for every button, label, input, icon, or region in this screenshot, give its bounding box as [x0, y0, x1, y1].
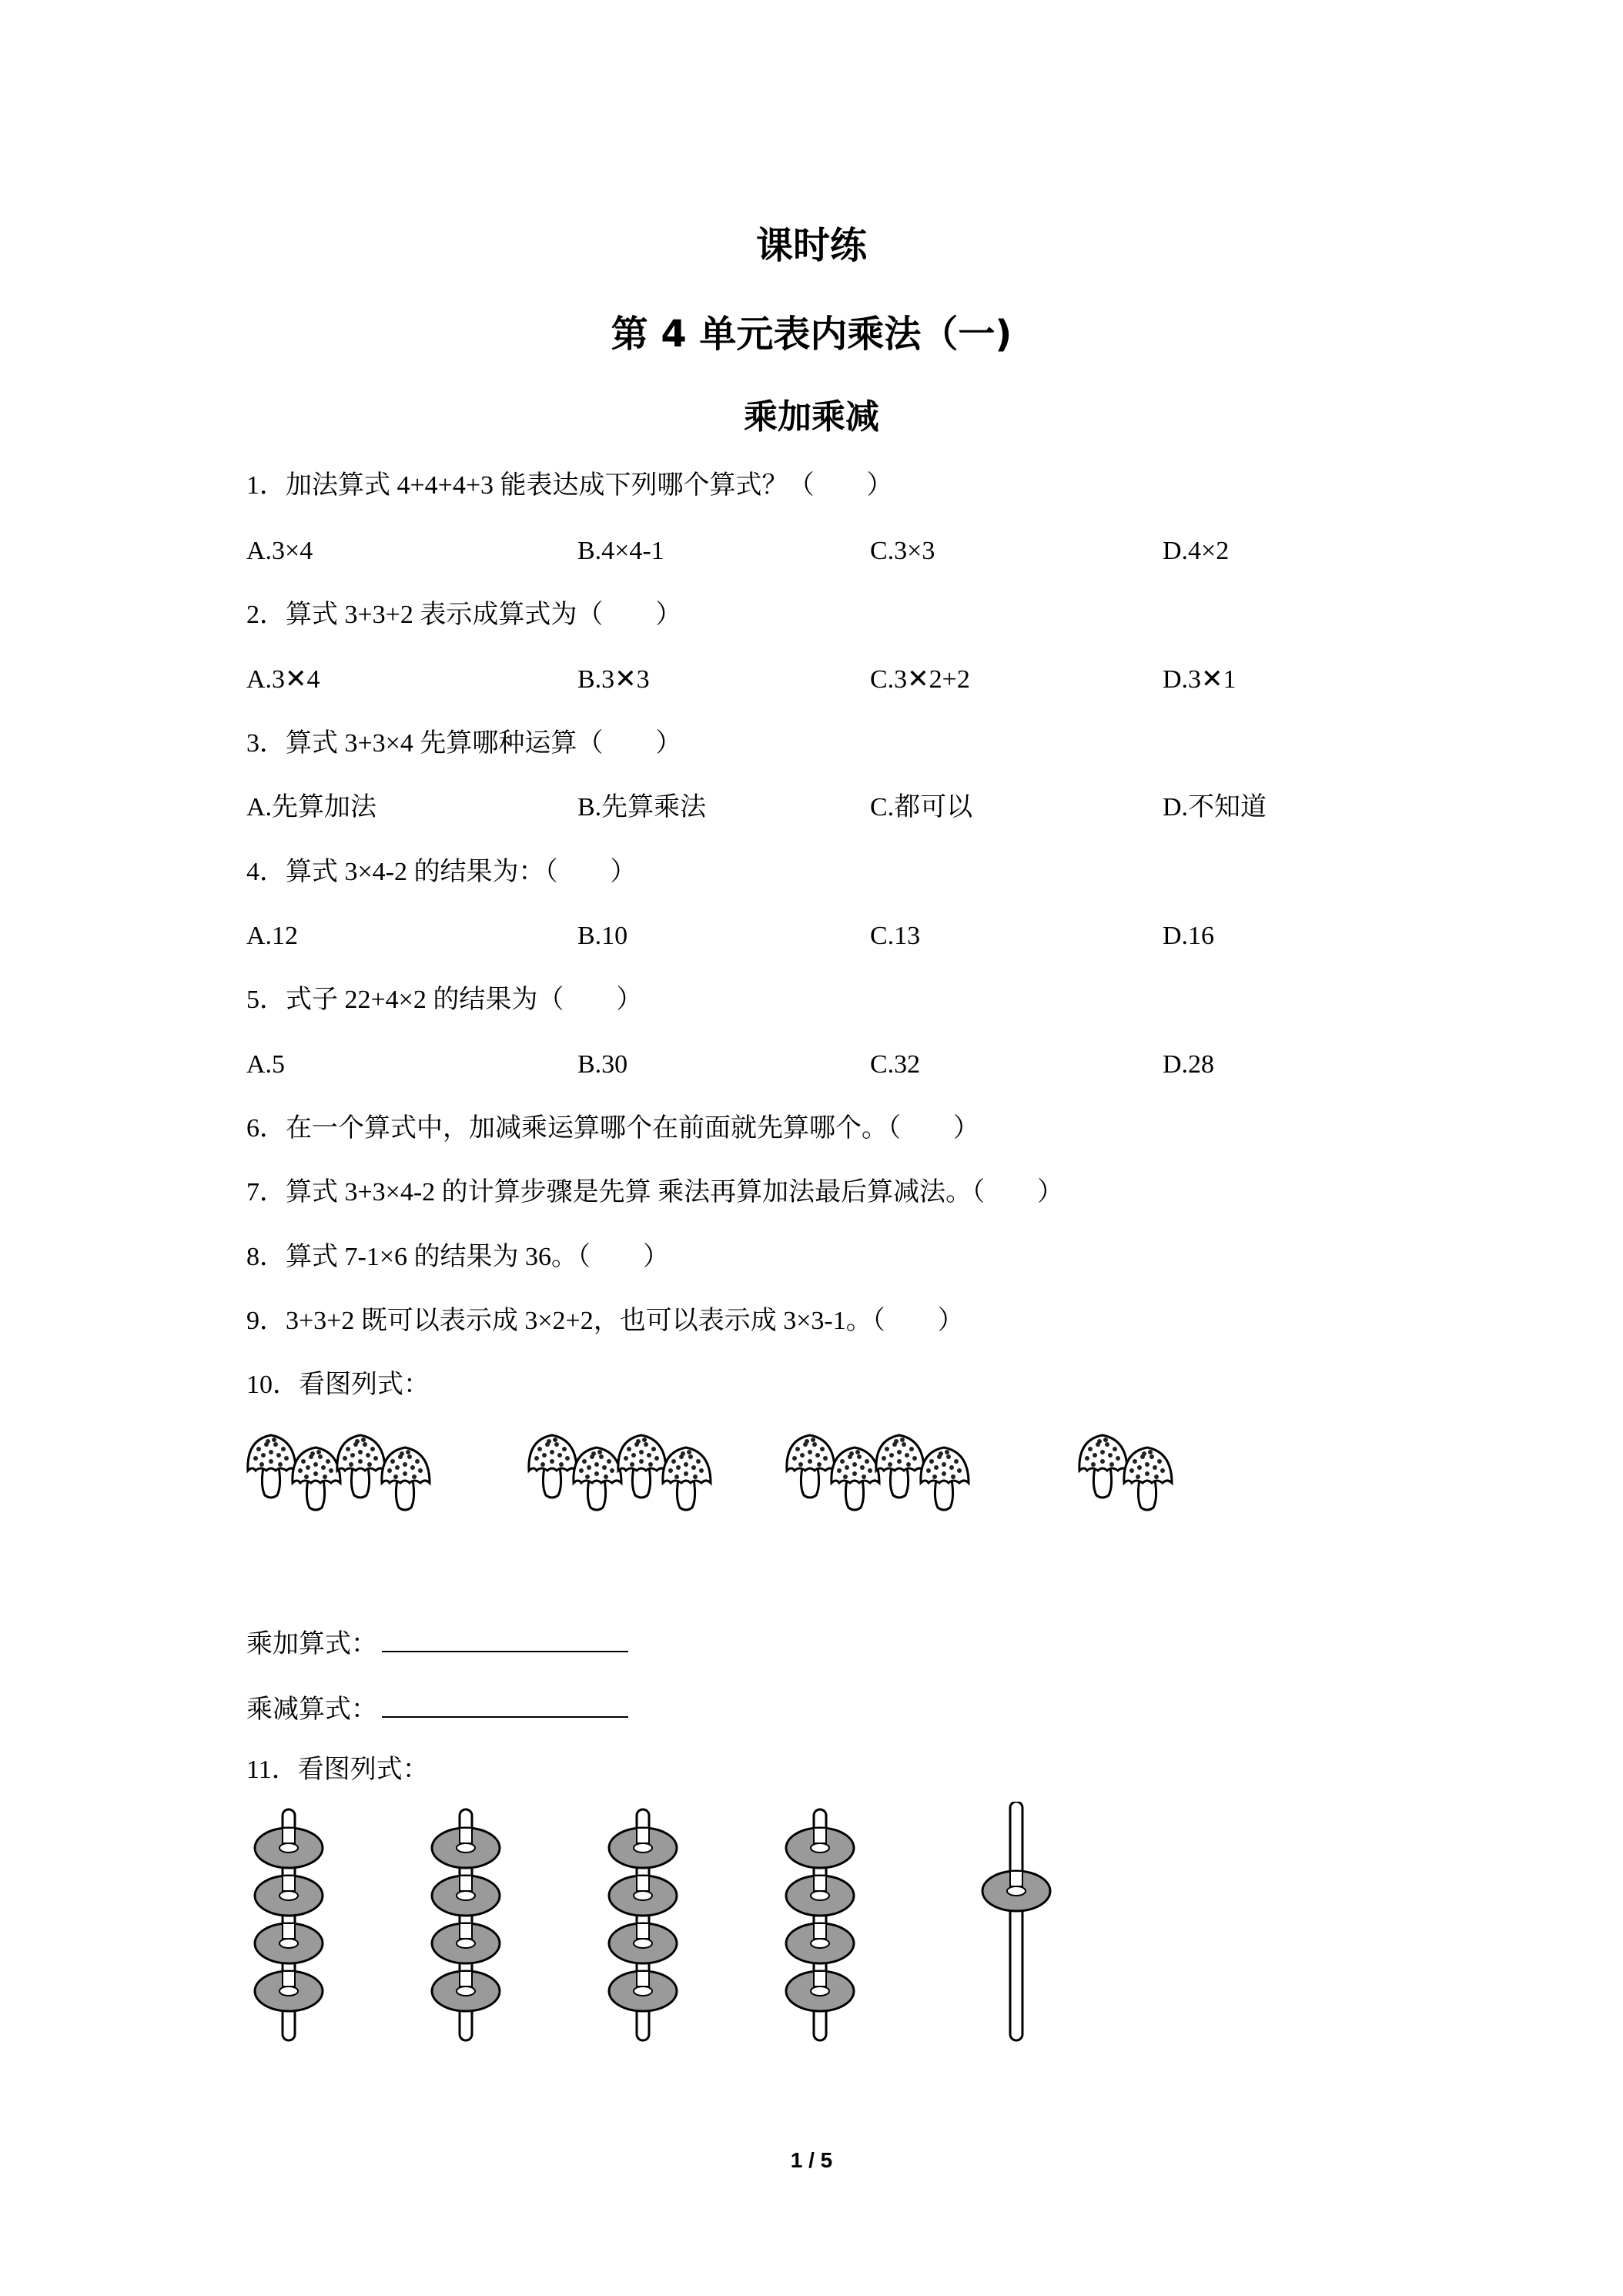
- mushroom-icon: [574, 1448, 621, 1510]
- bead-stick-figure: [239, 1802, 1086, 2056]
- mushroom-group: [787, 1435, 969, 1510]
- bead-stick-icon: [432, 1809, 500, 2040]
- mushroom-icon: [787, 1435, 835, 1498]
- bead-stick-icon: [786, 1809, 854, 2040]
- blank-row-1: [246, 1625, 628, 1661]
- bead-stick-icon: [982, 1802, 1050, 2040]
- bead-stick-icon: [609, 1809, 677, 2040]
- option-a: A.12: [246, 922, 299, 950]
- mushroom-icon: [1079, 1435, 1127, 1498]
- mushroom-icon: [618, 1435, 666, 1498]
- mushroom-icon: [1124, 1448, 1172, 1510]
- blank-row-2: [246, 1690, 628, 1726]
- mushroom-icon: [663, 1448, 711, 1510]
- mushroom-icon: [921, 1448, 969, 1510]
- question-8: 8．算式 7-1×6 的结果为 36。（ ）: [246, 1243, 669, 1271]
- mushroom-figure: [239, 1417, 1270, 1532]
- question-5: 5．式子 22+4×2 的结果为（ ）: [246, 986, 643, 1014]
- option-d: D.4×2: [1163, 537, 1230, 565]
- option-a: A.3×4: [246, 537, 313, 565]
- question-7: 7．算式 3+3×4-2 的计算步骤是先算 乘法再算加法最后算减法。（ ）: [246, 1178, 1064, 1207]
- option-b: B.10: [577, 922, 628, 950]
- option-a: A.先算加法: [246, 793, 377, 822]
- question-9: 9．3+3+2 既可以表示成 3×2+2，也可以表示成 3×3-1。（ ）: [246, 1307, 964, 1335]
- mushroom-icon: [529, 1435, 577, 1498]
- option-c: C.都可以: [870, 793, 973, 822]
- question-11: 11．看图列式：: [246, 1755, 429, 1784]
- blank-label: 乘减算式：: [246, 1695, 377, 1724]
- mushroom-group: [248, 1435, 430, 1510]
- question-4: 4．算式 3×4-2 的结果为：（ ）: [246, 858, 637, 886]
- question-1: 1．加法算式 4+4+4+3 能表达成下列哪个算式？（ ）: [246, 471, 893, 500]
- unit-title: 第 4 单元表内乘法（一): [611, 313, 1012, 356]
- mushroom-group: [1079, 1435, 1172, 1510]
- mushroom-icon: [382, 1448, 430, 1510]
- option-c: C.3✕2+2: [870, 665, 970, 694]
- option-d: D.16: [1163, 922, 1215, 950]
- bead-stick-icon: [255, 1809, 323, 2040]
- option-b: B.30: [577, 1050, 628, 1079]
- answer-blank[interactable]: [382, 1690, 628, 1718]
- lesson-title: 乘加乘减: [744, 397, 879, 437]
- answer-blank[interactable]: [382, 1625, 628, 1652]
- option-c: C.3×3: [870, 537, 935, 565]
- option-a: A.3✕4: [246, 665, 320, 694]
- question-6: 6．在一个算式中，加减乘运算哪个在前面就先算哪个。（ ）: [246, 1114, 979, 1143]
- option-d: D.3✕1: [1163, 665, 1236, 694]
- mushroom-icon: [337, 1435, 385, 1498]
- page-number: 1 / 5: [790, 2148, 833, 2172]
- question-10: 10．看图列式：: [246, 1371, 430, 1399]
- option-b: B.先算乘法: [577, 793, 707, 822]
- option-d: D.不知道: [1163, 793, 1267, 822]
- mushroom-icon: [293, 1448, 340, 1510]
- mushroom-icon: [248, 1435, 296, 1498]
- option-b: B.3✕3: [577, 665, 650, 694]
- question-3: 3．算式 3+3×4 先算哪种运算（ ）: [246, 729, 682, 758]
- mushroom-icon: [832, 1448, 879, 1510]
- option-c: C.13: [870, 922, 921, 950]
- mushroom-group: [529, 1435, 711, 1510]
- option-c: C.32: [870, 1050, 921, 1079]
- blank-label: 乘加算式：: [246, 1630, 377, 1658]
- option-d: D.28: [1163, 1050, 1215, 1079]
- question-2: 2．算式 3+3+2 表示成算式为（ ）: [246, 601, 682, 629]
- option-b: B.4×4-1: [577, 537, 664, 565]
- option-a: A.5: [246, 1050, 286, 1079]
- mushroom-icon: [876, 1435, 924, 1498]
- worksheet-title: 课时练: [755, 224, 867, 267]
